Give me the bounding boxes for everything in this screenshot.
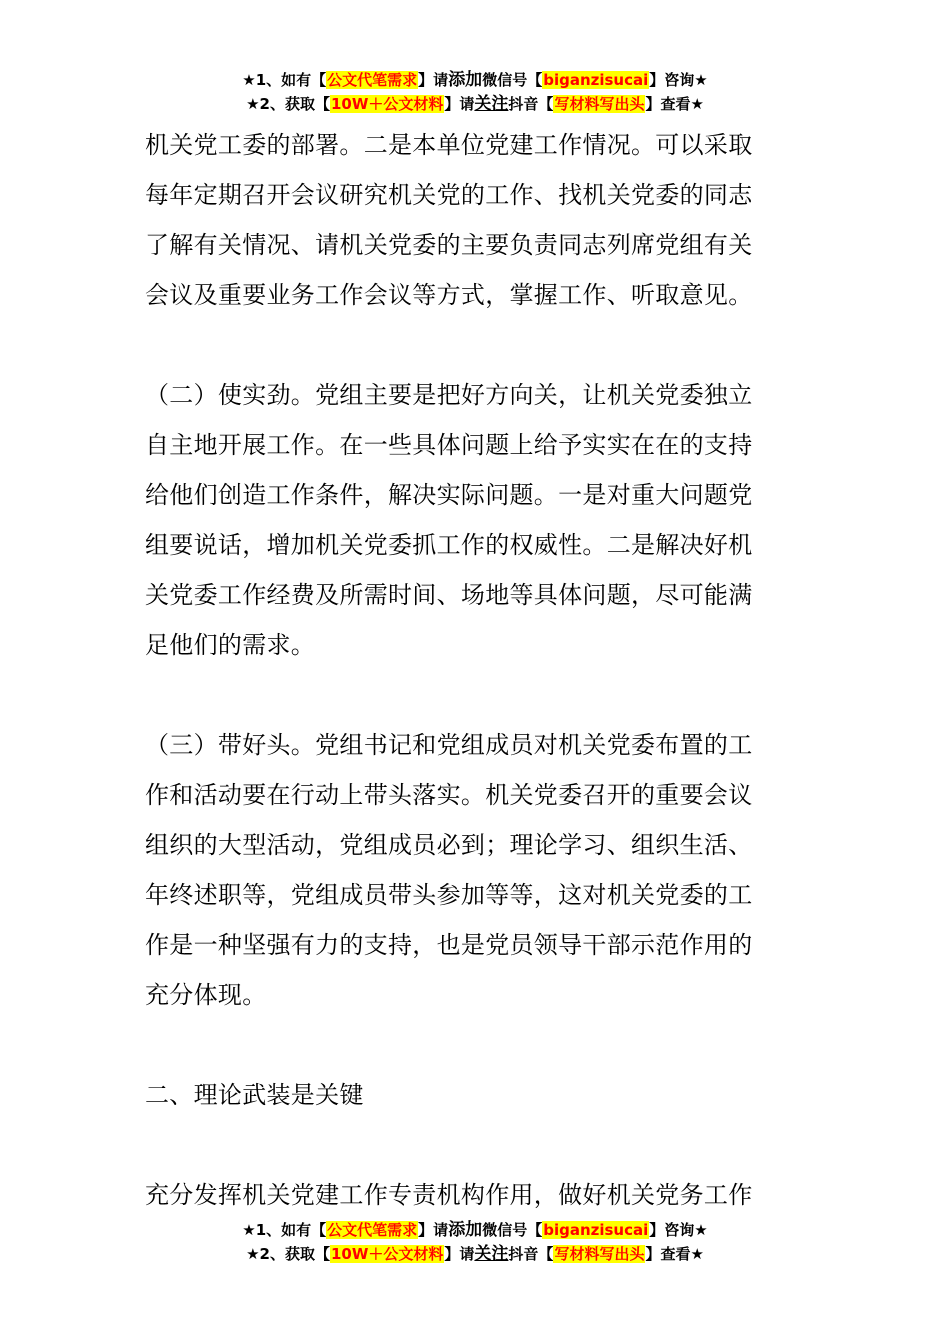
banner-text: ★2、获取【 (246, 1245, 330, 1263)
text-line: 自主地开展工作。在一些具体问题上给予实实在在的支持 (145, 431, 753, 459)
banner-line-2 (0, 1242, 950, 1266)
banner-text: 微信号【 (482, 71, 543, 89)
banner-emphasis: 关注 (474, 94, 509, 114)
banner-emphasis: 关注 (474, 1244, 509, 1264)
paragraph-4 (145, 1170, 810, 1220)
banner-text: ★2、获取【 (246, 95, 330, 113)
banner-text: 】请 (444, 95, 475, 113)
text-line: 会议及重要业务工作会议等方式，掌握工作、听取意见。 (145, 281, 753, 309)
text-line: 作是一种坚强有力的支持，也是党员领导干部示范作用的 (145, 931, 753, 959)
text-line: 机关党工委的部署。二是本单位党建工作情况。可以采取 (145, 131, 753, 159)
text-line: 作和活动要在行动上带头落实。机关党委召开的重要会议 (145, 781, 753, 809)
banner-highlight: 公文代笔需求 (327, 71, 418, 89)
text-line: 给他们创造工作条件，解决实际问题。一是对重大问题党 (145, 481, 753, 509)
text-line: （二）使实劲。党组主要是把好方向关，让机关党委独立 (145, 381, 753, 409)
text-line: 每年定期召开会议研究机关党的工作、找机关党委的同志 (145, 181, 753, 209)
banner-text: 抖音【 (508, 1245, 554, 1263)
banner-highlight: 公文代笔需求 (327, 1221, 418, 1239)
text-line: 了解有关情况、请机关党委的主要负责同志列席党组有关 (145, 231, 753, 259)
text-line: 充分发挥机关党建工作专责机构作用，做好机关党务工作 (145, 1181, 753, 1209)
banner-emphasis: 添加 (448, 70, 483, 90)
heading-text: 二、理论武装是关键 (145, 1081, 364, 1109)
banner-text: 】咨询★ (649, 1221, 708, 1239)
text-line: 年终述职等，党组成员带头参加等等，这对机关党委的工 (145, 881, 753, 909)
text-line: 充分体现。 (145, 981, 267, 1009)
banner-wechat-id: biganzisucai (543, 1221, 649, 1239)
text-line: 足他们的需求。 (145, 631, 316, 659)
footer-banner (0, 1218, 950, 1266)
banner-text: ★1、如有【 (242, 1221, 327, 1239)
banner-douyin-id: 写材料写出头 (554, 1245, 645, 1263)
banner-douyin-id: 写材料写出头 (554, 95, 645, 113)
header-banner (0, 68, 950, 116)
banner-text: 】咨询★ (649, 71, 708, 89)
banner-line-1 (0, 1218, 950, 1242)
text-line: 组织的大型活动，党组成员必到；理论学习、组织生活、 (145, 831, 753, 859)
text-line: 关党委工作经费及所需时间、场地等具体问题，尽可能满 (145, 581, 753, 609)
banner-text: 抖音【 (508, 95, 554, 113)
banner-text: 】请 (418, 1221, 449, 1239)
paragraph-2 (145, 370, 810, 670)
banner-text: 】请 (418, 71, 449, 89)
banner-highlight: 10W＋公文材料 (330, 95, 444, 113)
paragraph-1 (145, 120, 810, 320)
banner-highlight: 10W＋公文材料 (330, 1245, 444, 1263)
banner-line-1 (0, 68, 950, 92)
document-body (145, 120, 810, 1220)
text-line: （三）带好头。党组书记和党组成员对机关党委布置的工 (145, 731, 753, 759)
banner-line-2 (0, 92, 950, 116)
banner-emphasis: 添加 (448, 1220, 483, 1240)
banner-text: 微信号【 (482, 1221, 543, 1239)
paragraph-3 (145, 720, 810, 1020)
banner-text: ★1、如有【 (242, 71, 327, 89)
banner-text: 】查看★ (645, 95, 704, 113)
text-line: 组要说话，增加机关党委抓工作的权威性。二是解决好机 (145, 531, 753, 559)
banner-wechat-id: biganzisucai (543, 71, 649, 89)
banner-text: 】查看★ (645, 1245, 704, 1263)
section-heading (145, 1070, 810, 1120)
banner-text: 】请 (444, 1245, 475, 1263)
